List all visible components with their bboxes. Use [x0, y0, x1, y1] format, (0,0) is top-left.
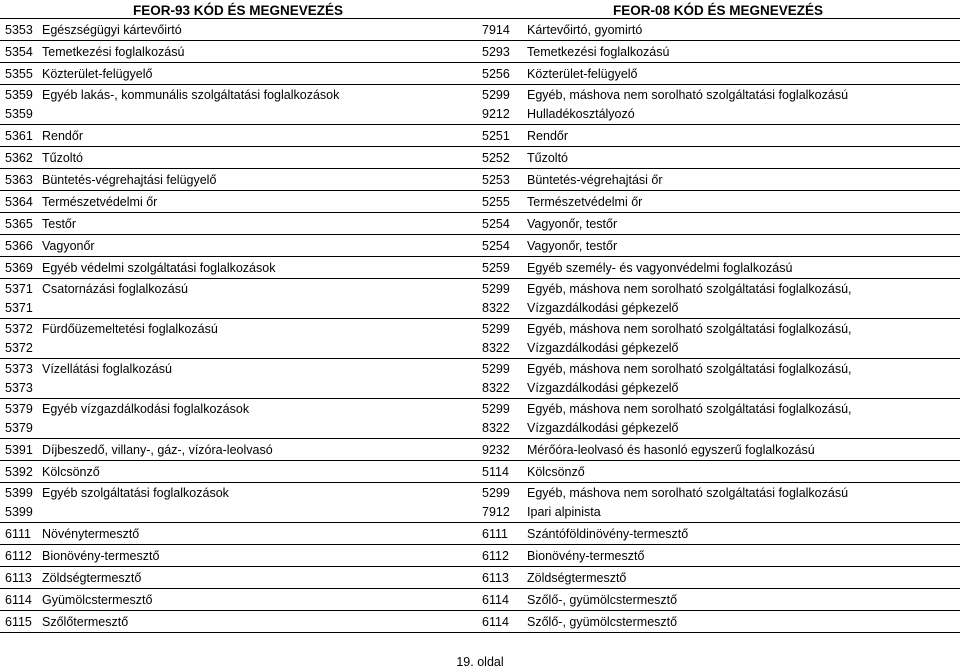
page-number: 19. oldal: [456, 655, 504, 669]
feor08-code: 5252: [482, 151, 510, 165]
feor08-name-cell: [524, 41, 960, 63]
feor93-name: Zöldségtermesztő: [42, 571, 142, 585]
feor08-code-cell: [476, 439, 524, 461]
feor93-code-cell: [0, 41, 39, 63]
feor08-code-cell: [476, 19, 524, 41]
feor93-code: 5399: [5, 505, 33, 519]
feor08-code-cell: [476, 545, 524, 567]
feor08-name: Vízgazdálkodási gépkezelő: [527, 381, 679, 395]
feor93-name-cell: [39, 545, 476, 567]
feor08-name-cell: [524, 319, 960, 359]
feor93-code-cell: [0, 19, 39, 41]
feor93-name: Vagyonőr: [42, 239, 95, 253]
feor93-name: Egyéb védelmi szolgáltatási foglalkozások: [42, 261, 276, 275]
feor08-name: Vagyonőr, testőr: [527, 239, 618, 253]
feor93-name-cell: [39, 19, 476, 41]
feor93-code-cell: [0, 147, 39, 169]
feor93-code-cell: [0, 359, 39, 399]
feor08-code: 5114: [482, 465, 509, 479]
feor08-name-cell: [524, 439, 960, 461]
table-header-row: [0, 0, 960, 19]
table-row: [0, 545, 960, 567]
feor08-name-cell: [524, 611, 960, 633]
table-row: [0, 611, 960, 633]
feor93-code: 5364: [5, 195, 33, 209]
feor93-name-cell: [39, 41, 476, 63]
feor93-name-cell: [39, 279, 476, 319]
feor08-name: Egyéb, máshova nem sorolható szolgáltatási foglalkozású: [527, 486, 849, 500]
feor08-name: Kölcsönző: [527, 465, 585, 479]
feor93-code: 5353: [5, 23, 33, 37]
table-row: [0, 125, 960, 147]
feor08-name-cell: [524, 523, 960, 545]
feor08-code: 6114: [482, 615, 509, 629]
table-row: [0, 147, 960, 169]
feor93-name-cell: [39, 169, 476, 191]
table-row: [0, 169, 960, 191]
feor93-name: Temetkezési foglalkozású: [42, 45, 185, 59]
feor93-code: 6115: [5, 615, 32, 629]
feor93-code: 5366: [5, 239, 33, 253]
feor93-code-cell: [0, 611, 39, 633]
feor93-code: 5371: [5, 282, 33, 296]
feor93-code: 5373: [5, 381, 33, 395]
feor08-code-cell: [476, 279, 524, 319]
feor08-code: 5254: [482, 239, 510, 253]
feor08-code: 6111: [482, 527, 508, 541]
feor08-code: 5255: [482, 195, 510, 209]
feor08-name: Egyéb, máshova nem sorolható szolgáltatási foglalkozású,: [527, 322, 852, 336]
feor08-code: 8322: [482, 381, 510, 395]
feor08-name: Egyéb, máshova nem sorolható szolgáltatási foglalkozású,: [527, 282, 852, 296]
feor93-name-cell: [39, 319, 476, 359]
table-row: [0, 63, 960, 85]
table-row: [0, 319, 960, 359]
feor93-name: Növénytermesztő: [42, 527, 140, 541]
feor93-code-cell: [0, 589, 39, 611]
feor08-name: Kártevőirtó, gyomirtó: [527, 23, 643, 37]
feor08-code-cell: [476, 257, 524, 279]
feor08-name-cell: [524, 85, 960, 125]
feor08-code: 6114: [482, 593, 509, 607]
feor93-name: Fürdőüzemeltetési foglalkozású: [42, 322, 218, 336]
feor93-name: Csatornázási foglalkozású: [42, 282, 188, 296]
feor08-name: Rendőr: [527, 129, 569, 143]
feor93-name-cell: [39, 359, 476, 399]
feor08-code-cell: [476, 147, 524, 169]
feor08-name: Hulladékosztályozó: [527, 107, 635, 121]
feor93-code: 5379: [5, 421, 33, 435]
feor08-name: Szántóföldinövény-termesztő: [527, 527, 689, 541]
feor93-code: 5354: [5, 45, 33, 59]
feor93-code-cell: [0, 191, 39, 213]
feor08-name: Temetkezési foglalkozású: [527, 45, 670, 59]
feor93-code: 5391: [5, 443, 33, 457]
feor93-name: Vízellátási foglalkozású: [42, 362, 172, 376]
feor08-name-cell: [524, 19, 960, 41]
feor93-code: 6111: [5, 527, 31, 541]
feor93-code: 5361: [5, 129, 33, 143]
table-row: [0, 589, 960, 611]
feor93-name-cell: [39, 461, 476, 483]
table-row: [0, 439, 960, 461]
table-row: [0, 523, 960, 545]
feor08-code: 5299: [482, 88, 510, 102]
feor93-code-cell: [0, 461, 39, 483]
feor93-code-cell: [0, 319, 39, 359]
feor93-code-cell: [0, 235, 39, 257]
feor08-name: Tűzoltó: [527, 151, 569, 165]
feor93-code-cell: [0, 545, 39, 567]
feor08-name: Bionövény-termesztő: [527, 549, 645, 563]
feor93-code: 5372: [5, 322, 33, 336]
table-row: [0, 19, 960, 41]
feor08-code: 5259: [482, 261, 510, 275]
feor08-name-cell: [524, 567, 960, 589]
feor93-name: Közterület-felügyelő: [42, 67, 153, 81]
feor08-code: 8322: [482, 421, 510, 435]
feor93-name-cell: [39, 63, 476, 85]
feor93-code: 6112: [5, 549, 32, 563]
feor08-code: 5251: [482, 129, 510, 143]
feor93-name-cell: [39, 213, 476, 235]
feor93-name-cell: [39, 439, 476, 461]
table-row: [0, 567, 960, 589]
feor93-code-cell: [0, 213, 39, 235]
feor93-name: Tűzoltó: [42, 151, 83, 165]
feor08-code-cell: [476, 461, 524, 483]
feor08-code: 5299: [482, 486, 510, 500]
feor08-name: Vízgazdálkodási gépkezelő: [527, 421, 679, 435]
table-row: [0, 257, 960, 279]
feor93-code-cell: [0, 63, 39, 85]
feor93-code: 5372: [5, 341, 33, 355]
feor93-code: 5362: [5, 151, 33, 165]
feor93-name-cell: [39, 257, 476, 279]
feor93-name: Bionövény-termesztő: [42, 549, 160, 563]
feor93-code-cell: [0, 85, 39, 125]
feor08-name: Egyéb, máshova nem sorolható szolgáltatási foglalkozású,: [527, 402, 852, 416]
feor08-code-cell: [476, 399, 524, 439]
feor08-name: Büntetés-végrehajtási őr: [527, 173, 663, 187]
feor08-name: Egyéb személy- és vagyonvédelmi foglalkozású: [527, 261, 793, 275]
feor93-code-cell: [0, 523, 39, 545]
feor08-code-cell: [476, 523, 524, 545]
feor93-name-cell: [39, 235, 476, 257]
feor08-name-cell: [524, 191, 960, 213]
feor08-name: Egyéb, máshova nem sorolható szolgáltatási foglalkozású: [527, 88, 849, 102]
feor08-name: Vízgazdálkodási gépkezelő: [527, 301, 679, 315]
table-row: [0, 191, 960, 213]
feor93-name-cell: [39, 589, 476, 611]
feor08-name: Természetvédelmi őr: [527, 195, 643, 209]
feor08-code: 5299: [482, 282, 510, 296]
feor93-code-cell: [0, 439, 39, 461]
feor93-name-cell: [39, 191, 476, 213]
feor93-code: 5359: [5, 88, 33, 102]
feor08-name-cell: [524, 169, 960, 191]
feor08-name-cell: [524, 483, 960, 523]
table-row: [0, 359, 960, 399]
feor93-name: Egészségügyi kártevőirtó: [42, 23, 182, 37]
feor93-name-cell: [39, 85, 476, 125]
feor93-code: 6113: [5, 571, 32, 585]
feor93-name: Rendőr: [42, 129, 83, 143]
feor08-code-cell: [476, 169, 524, 191]
feor93-code: 5379: [5, 402, 33, 416]
feor08-code: 5256: [482, 67, 510, 81]
feor08-code-cell: [476, 213, 524, 235]
feor93-name: Büntetés-végrehajtási felügyelő: [42, 173, 217, 187]
feor93-code: 5392: [5, 465, 33, 479]
feor08-name: Vagyonőr, testőr: [527, 217, 618, 231]
feor08-code: 5299: [482, 362, 510, 376]
feor93-name: Gyümölcstermesztő: [42, 593, 153, 607]
feor93-code: 5373: [5, 362, 33, 376]
feor93-name: Testőr: [42, 217, 77, 231]
feor93-code: 5365: [5, 217, 33, 231]
feor93-name-cell: [39, 147, 476, 169]
feor08-code: 6113: [482, 571, 509, 585]
feor08-name: Mérőóra-leolvasó és hasonló egyszerű foglalkozású: [527, 443, 815, 457]
feor93-code-cell: [0, 257, 39, 279]
feor08-code: 7912: [482, 505, 510, 519]
feor93-code-cell: [0, 125, 39, 147]
feor08-code-cell: [476, 483, 524, 523]
feor08-name: Vízgazdálkodási gépkezelő: [527, 341, 679, 355]
feor93-name: Díjbeszedő, villany-, gáz-, vízóra-leolvasó: [42, 443, 273, 457]
feor08-code-cell: [476, 63, 524, 85]
feor08-code: 9212: [482, 107, 510, 121]
feor08-code-cell: [476, 567, 524, 589]
feor08-name-cell: [524, 545, 960, 567]
feor08-name-cell: [524, 399, 960, 439]
feor08-code: 9232: [482, 443, 510, 457]
table-row: [0, 483, 960, 523]
feor08-code-cell: [476, 125, 524, 147]
feor08-name: Zöldségtermesztő: [527, 571, 627, 585]
feor08-name-cell: [524, 213, 960, 235]
feor08-code-cell: [476, 319, 524, 359]
feor93-name-cell: [39, 483, 476, 523]
feor93-name-cell: [39, 523, 476, 545]
feor08-code: 5254: [482, 217, 510, 231]
feor08-name-cell: [524, 235, 960, 257]
feor08-code: 5293: [482, 45, 510, 59]
feor08-code-cell: [476, 41, 524, 63]
feor08-code-cell: [476, 611, 524, 633]
feor08-code-cell: [476, 85, 524, 125]
feor08-code: 8322: [482, 341, 510, 355]
feor08-name: Szőlő-, gyümölcstermesztő: [527, 615, 678, 629]
feor93-name: Szőlőtermesztő: [42, 615, 129, 629]
feor08-name-cell: [524, 257, 960, 279]
table-row: [0, 279, 960, 319]
feor08-name-cell: [524, 63, 960, 85]
feor93-name: Egyéb vízgazdálkodási foglalkozások: [42, 402, 250, 416]
feor93-name-cell: [39, 399, 476, 439]
feor93-name-cell: [39, 125, 476, 147]
feor93-code-cell: [0, 567, 39, 589]
table-row: [0, 235, 960, 257]
feor93-code-cell: [0, 169, 39, 191]
feor08-code-cell: [476, 191, 524, 213]
feor93-name: Kölcsönző: [42, 465, 100, 479]
feor93-name-cell: [39, 567, 476, 589]
feor08-name-cell: [524, 125, 960, 147]
table-row: [0, 41, 960, 63]
table-body: [0, 19, 960, 633]
feor08-name: Közterület-felügyelő: [527, 67, 638, 81]
feor93-code: 5369: [5, 261, 33, 275]
feor93-code: 5355: [5, 67, 33, 81]
feor93-code-cell: [0, 279, 39, 319]
feor93-code: 6114: [5, 593, 32, 607]
feor08-name: Egyéb, máshova nem sorolható szolgáltatási foglalkozású,: [527, 362, 852, 376]
table-row: [0, 85, 960, 125]
feor08-name: Ipari alpinista: [527, 505, 601, 519]
feor93-name: Egyéb lakás-, kommunális szolgáltatási foglalkozások: [42, 88, 340, 102]
feor93-name-cell: [39, 611, 476, 633]
feor08-code: 7914: [482, 23, 510, 37]
feor08-name-cell: [524, 589, 960, 611]
feor93-name: Természetvédelmi őr: [42, 195, 158, 209]
feor08-name: Szőlő-, gyümölcstermesztő: [527, 593, 678, 607]
feor93-code-cell: [0, 399, 39, 439]
table-row: [0, 213, 960, 235]
feor08-code-cell: [476, 235, 524, 257]
feor93-code: 5363: [5, 173, 33, 187]
feor08-code: 5299: [482, 322, 510, 336]
feor93-code-cell: [0, 483, 39, 523]
feor08-code-cell: [476, 589, 524, 611]
feor08-code: 8322: [482, 301, 510, 315]
feor08-code: 5253: [482, 173, 510, 187]
table-row: [0, 399, 960, 439]
header-feor93: FEOR-93 KÓD ÉS MEGNEVEZÉS: [0, 0, 476, 19]
feor08-code-cell: [476, 359, 524, 399]
feor08-code: 6112: [482, 549, 509, 563]
header-feor08: FEOR-08 KÓD ÉS MEGNEVEZÉS: [476, 0, 960, 19]
feor08-name-cell: [524, 279, 960, 319]
feor08-name-cell: [524, 461, 960, 483]
feor08-name-cell: [524, 147, 960, 169]
feor08-name-cell: [524, 359, 960, 399]
feor08-code: 5299: [482, 402, 510, 416]
feor93-code: 5359: [5, 107, 33, 121]
feor93-code: 5371: [5, 301, 33, 315]
feor93-name: Egyéb szolgáltatási foglalkozások: [42, 486, 229, 500]
feor93-code: 5399: [5, 486, 33, 500]
table-row: [0, 461, 960, 483]
